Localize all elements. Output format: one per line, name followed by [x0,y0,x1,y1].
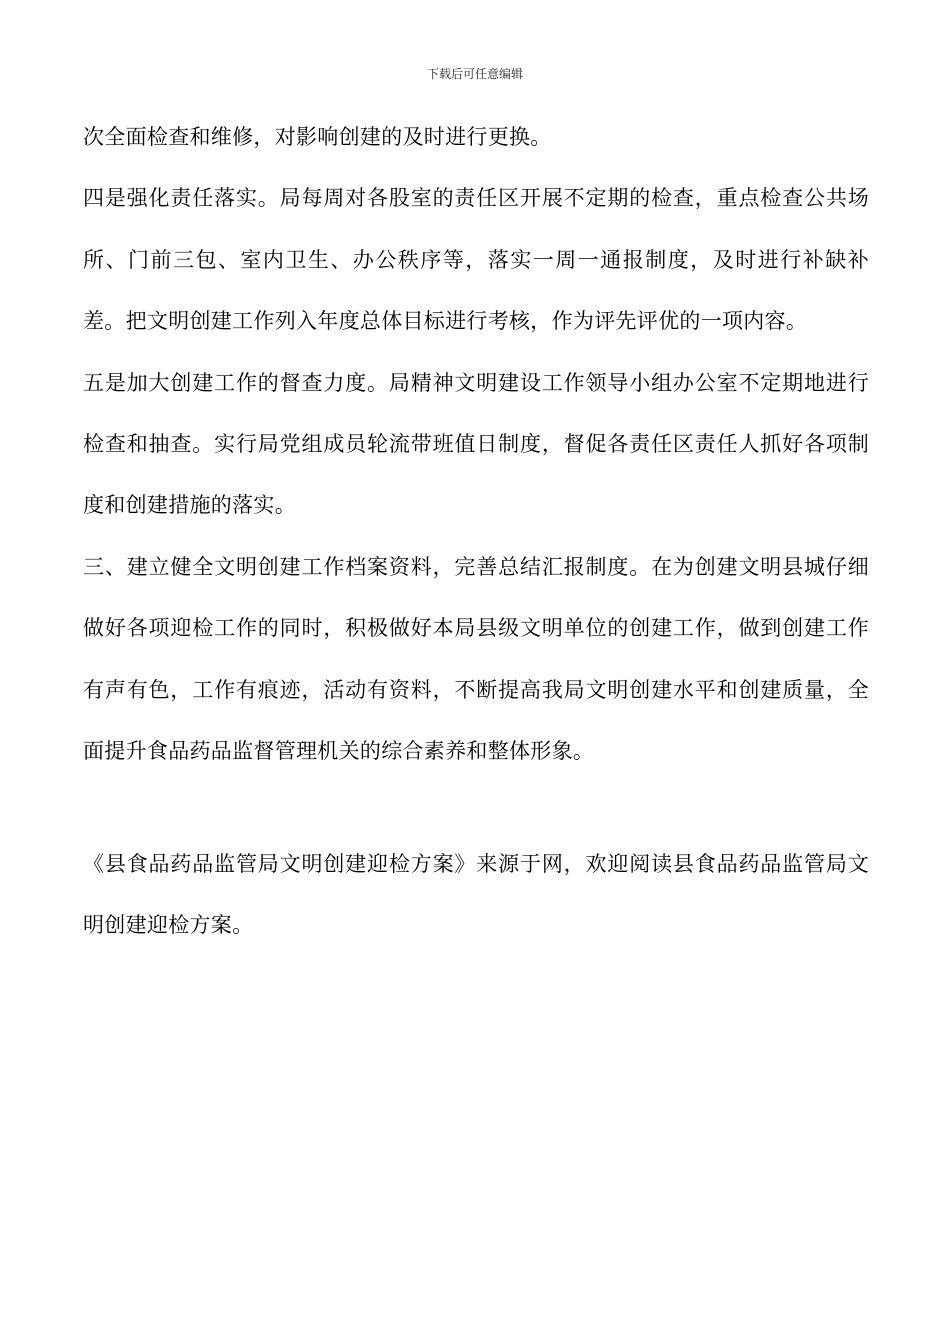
paragraph-supervision: 五是加大创建工作的督查力度。局精神文明建设工作领导小组办公室不定期地进行检查和抽查。实行局党组成员轮流带班值日制度，督促各责任区责任人抓好各项制度和创建措施的落实。 [83,370,869,518]
closing-section [83,834,869,957]
main-body [83,107,869,782]
page-header-note: 下载后可任意编辑 [426,67,523,81]
closing-paragraph: 《县食品药品监管局文明创建迎检方案》来源于网，欢迎阅读县食品药品监管局文明创建迎检方案。 [83,852,869,938]
paragraph-responsibility: 四是强化责任落实。局每周对各股室的责任区开展不定期的检查，重点检查公共场所、门前三包、室内卫生、办公秩序等，落实一周一通报制度，及时进行补缺补差。把文明创建工作列入年度总体目标进行考核，作为评先评优的一项内容。 [83,186,869,334]
paragraph-continuation: 次全面检查和维修，对影响创建的及时进行更换。 [83,125,552,149]
paragraph-archives: 三、建立健全文明创建工作档案资料，完善总结汇报制度。在为创建文明县城仔细做好各项迎检工作的同时，积极做好本局县级文明单位的创建工作，做到创建工作有声有色，工作有痕迹，活动有资料，不断提高我局文明创建水平和创建质量，全面提升食品药品监督管理机关的综合素养和整体形象。 [83,554,869,764]
